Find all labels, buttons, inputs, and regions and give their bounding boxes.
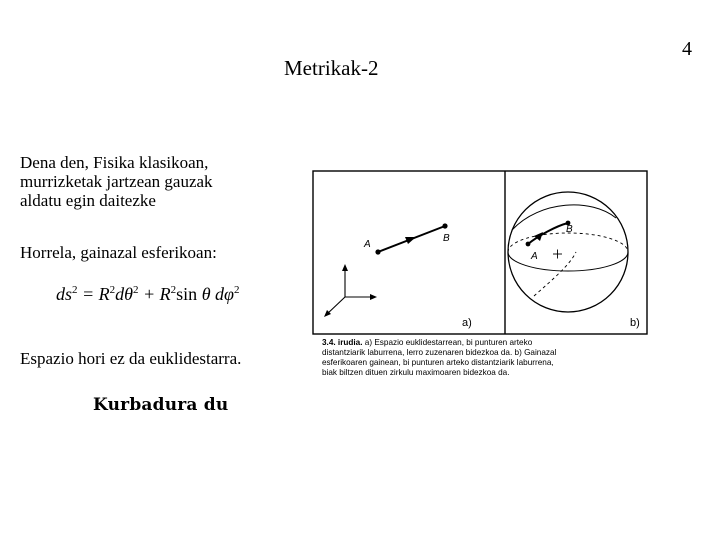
- page-number: 4: [682, 38, 692, 60]
- formula-ds: ds: [56, 284, 73, 304]
- panel-b: [508, 192, 640, 329]
- equator-back: [508, 233, 628, 252]
- caption-line: distantziarik laburrena, lerro zuzenaren bidezkoa da. b) Gainazal: [322, 348, 557, 357]
- point-a-dot: [375, 249, 380, 254]
- caption-lead: 3.4. irudia.: [322, 338, 363, 347]
- curvature-statement: Kurbadura du: [93, 395, 229, 415]
- axis-arrowhead: [370, 294, 377, 300]
- panel-b-label: b): [630, 317, 640, 329]
- formula-theta: θ: [197, 284, 216, 304]
- axis-arrowhead: [342, 264, 348, 271]
- caption-line: esferikoaren gainean, bi punturen arteko distantziarik laburrena,: [322, 358, 554, 367]
- sphere-intro: Horrela, gainazal esferikoan:: [20, 243, 217, 262]
- formula-exp: 2: [133, 284, 139, 296]
- formula-exp: 2: [72, 284, 78, 296]
- sphere-point-b-label: B: [566, 224, 573, 235]
- intro-paragraph: [20, 153, 300, 210]
- formula-plus: + R: [138, 284, 171, 304]
- figure-caption: [322, 338, 652, 378]
- panel-a: [324, 223, 472, 329]
- sphere-point-a-label: A: [531, 251, 538, 262]
- caption-text: a) Espazio euklidestarrean, bi punturen arteko: [362, 338, 533, 347]
- point-b-label: B: [443, 233, 450, 244]
- formula-exp: 2: [234, 284, 240, 296]
- geodesic-figure: [312, 170, 648, 335]
- path-arrowhead: [405, 237, 416, 244]
- formula-dphi: dφ: [215, 284, 234, 304]
- formula-sin: sin: [176, 284, 198, 304]
- space-statement: Espazio hori ez da euklidestarra.: [20, 349, 242, 368]
- intro-line: murrizketak jartzean gauzak: [20, 172, 213, 191]
- formula-dtheta: dθ: [115, 284, 134, 304]
- figure-frame: [313, 171, 647, 334]
- point-a-label: A: [364, 239, 371, 250]
- sphere-point-a-dot: [526, 242, 531, 247]
- caption-line: [322, 338, 652, 348]
- equator-front: [508, 252, 628, 271]
- intro-line: Dena den, Fisika klasikoan,: [20, 153, 209, 172]
- sphere-outline: [508, 192, 628, 312]
- metric-formula: [56, 284, 240, 305]
- great-circle-dashed: [534, 252, 576, 296]
- panel-a-label: a): [462, 317, 472, 329]
- point-b-dot: [442, 223, 447, 228]
- formula-eq: = R: [77, 284, 110, 304]
- slide-title: Metrikak-2: [284, 56, 379, 80]
- formula-exp: 2: [170, 284, 177, 296]
- great-circle-upper: [512, 205, 616, 230]
- intro-line: aldatu egin daitezke: [20, 191, 156, 210]
- caption-line: biak biltzen dituen zirkulu maximoaren bidezkoa da.: [322, 368, 510, 377]
- formula-exp: 2: [109, 284, 116, 296]
